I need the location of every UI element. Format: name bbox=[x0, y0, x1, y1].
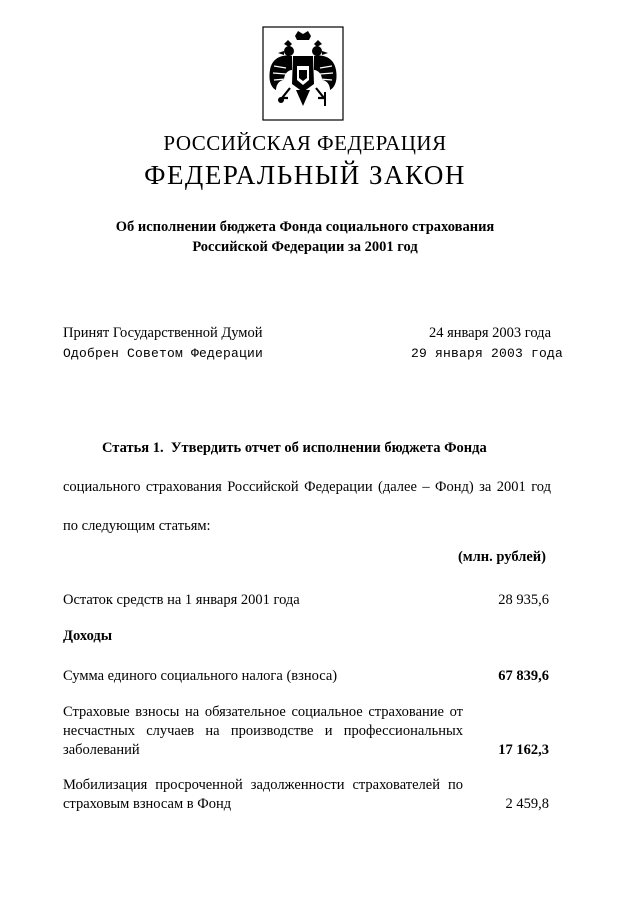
table-row bbox=[63, 703, 549, 760]
law-title-line-2: Российской Федерации за 2001 год bbox=[192, 239, 418, 255]
document-type: ФЕДЕРАЛЬНЫЙ ЗАКОН bbox=[144, 160, 466, 190]
law-title bbox=[0, 217, 610, 257]
article-text: социального страхования Российской Федерации (далее – Фонд) за 2001 год по следующим статьям: bbox=[63, 479, 551, 534]
opening-balance-row bbox=[63, 591, 549, 610]
article-1 bbox=[63, 429, 551, 546]
approved-by-federation-council bbox=[63, 346, 563, 366]
row-value: 17 162,3 bbox=[498, 742, 549, 758]
adopted-by-duma bbox=[63, 325, 563, 345]
adoption-date: 29 января 2003 года bbox=[410, 346, 563, 361]
adoption-date: 24 января 2003 года bbox=[428, 325, 551, 341]
row-label: Страховые взносы на обязательное социальное страхование от несчастных случаев на производстве и профессиональных заболеваний bbox=[63, 704, 463, 758]
table-row bbox=[63, 667, 549, 686]
income-heading: Доходы bbox=[63, 628, 113, 644]
row-label: Сумма единого социального налога (взноса) bbox=[63, 668, 338, 684]
coat-of-arms-emblem bbox=[262, 26, 344, 121]
article-number: Статья 1. bbox=[102, 440, 164, 456]
adoption-label: Одобрен Советом Федерации bbox=[63, 346, 264, 361]
units-label: (млн. рублей) bbox=[457, 549, 546, 565]
row-label: Мобилизация просроченной задолженности страхователей по страховым взносам в Фонд bbox=[63, 777, 463, 812]
row-value: 2 459,8 bbox=[505, 796, 549, 812]
article-1-first-line bbox=[63, 429, 551, 468]
article-lead: Утвердить отчет об исполнении бюджета Фонда bbox=[170, 440, 487, 456]
row-label: Остаток средств на 1 января 2001 года bbox=[63, 592, 300, 608]
row-value: 28 935,6 bbox=[498, 592, 549, 608]
row-value: 67 839,6 bbox=[498, 668, 549, 684]
law-title-line-1: Об исполнении бюджета Фонда социального страхования bbox=[115, 219, 495, 235]
table-row bbox=[63, 776, 549, 814]
double-headed-eagle-icon bbox=[262, 26, 344, 121]
adoption-label: Принят Государственной Думой bbox=[63, 325, 263, 341]
country-name: РОССИЙСКАЯ ФЕДЕРАЦИЯ bbox=[163, 131, 447, 155]
